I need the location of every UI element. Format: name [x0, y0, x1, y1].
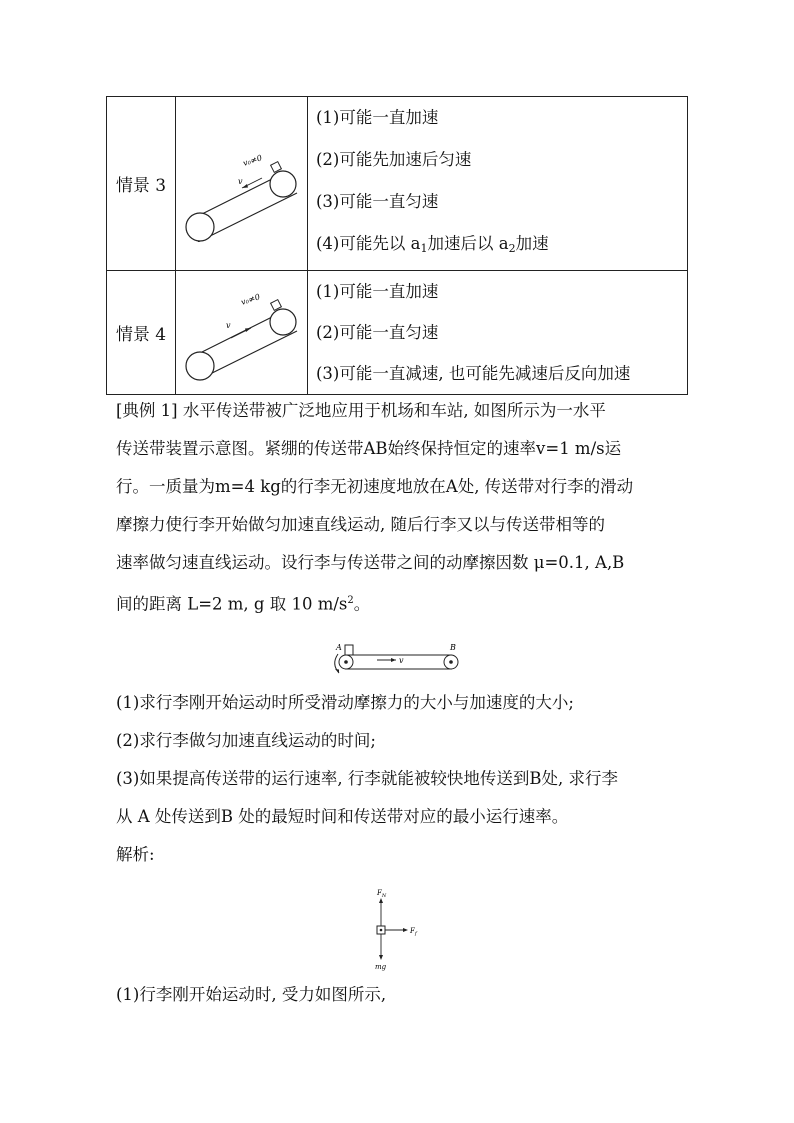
list-item: (3)可能一直减速, 也可能先减速后反向加速	[316, 364, 631, 383]
questions-block	[116, 684, 686, 874]
fig-v0-label: v₀≠0	[239, 292, 262, 307]
solution-heading: 解析:	[116, 845, 155, 864]
text-line: 速率做匀速直线运动。设行李与传送带之间的动摩擦因数 μ=0.1, A,B	[116, 553, 625, 572]
list-item: (4)可能先以 $a_1$加速后以 $a_2$加速	[316, 234, 549, 255]
mg-label: mg	[375, 963, 387, 971]
horizontal-belt-figure	[330, 638, 464, 680]
text-line: 间的距离 L=2 m, g 取 10 $m/s^2$。	[116, 594, 371, 614]
list-item: (2)可能先加速后匀速	[316, 150, 472, 169]
scenario-table	[106, 96, 688, 395]
fig-v0-label: v₀≠0	[241, 152, 264, 168]
list-item: (3)可能一直匀速	[316, 192, 439, 211]
question-line: 从 A 处传送到B 处的最短时间和传送带对应的最小运行速率。	[116, 807, 569, 826]
label-b: B	[450, 643, 456, 652]
scenario-items	[308, 97, 688, 271]
label-v: v	[399, 656, 404, 665]
fig-v-label: v	[238, 176, 243, 186]
scenario-label: 情景 4	[107, 271, 176, 395]
text-line: 行。一质量为m=4 kg的行李无初速度地放在A处, 传送带对行李的滑动	[116, 477, 634, 496]
text-line: [典例 1] 水平传送带被广泛地应用于机场和车站, 如图所示为一水平	[116, 401, 606, 420]
incline-belt-diagram	[176, 278, 307, 383]
ff-label: $F_f$	[410, 927, 417, 937]
table-row-scenario-4	[107, 271, 688, 395]
table-row-scenario-3	[107, 97, 688, 271]
question-line: (3)如果提高传送带的运行速率, 行李就能被较快地传送到B处, 求行李	[116, 769, 618, 788]
scenario-label: 情景 3	[107, 97, 176, 271]
list-item: (1)可能一直加速	[316, 108, 439, 127]
incline-belt-diagram	[176, 122, 307, 242]
fn-label: $F_N$	[377, 889, 387, 899]
list-item: (1)可能一直加速	[316, 282, 439, 301]
fig-v-label: v	[226, 321, 231, 330]
label-a: A	[336, 643, 342, 652]
example-paragraph	[116, 392, 686, 624]
incline-belt-figure-up	[176, 271, 308, 395]
scenario-items	[308, 271, 688, 395]
text-line: 传送带装置示意图。紧绷的传送带AB始终保持恒定的速率v=1 m/s运	[116, 439, 622, 458]
question-line: (2)求行李做匀加速直线运动的时间;	[116, 731, 376, 750]
text-line: 摩擦力使行李开始做匀加速直线运动, 随后行李又以与传送带相等的	[116, 515, 605, 534]
incline-belt-figure-down	[176, 97, 308, 271]
solution-line: (1)行李刚开始运动时, 受力如图所示,	[116, 985, 387, 1004]
list-item: (2)可能一直匀速	[316, 323, 439, 342]
force-diagram	[368, 886, 424, 972]
question-line: (1)求行李刚开始运动时所受滑动摩擦力的大小与加速度的大小;	[116, 693, 574, 712]
